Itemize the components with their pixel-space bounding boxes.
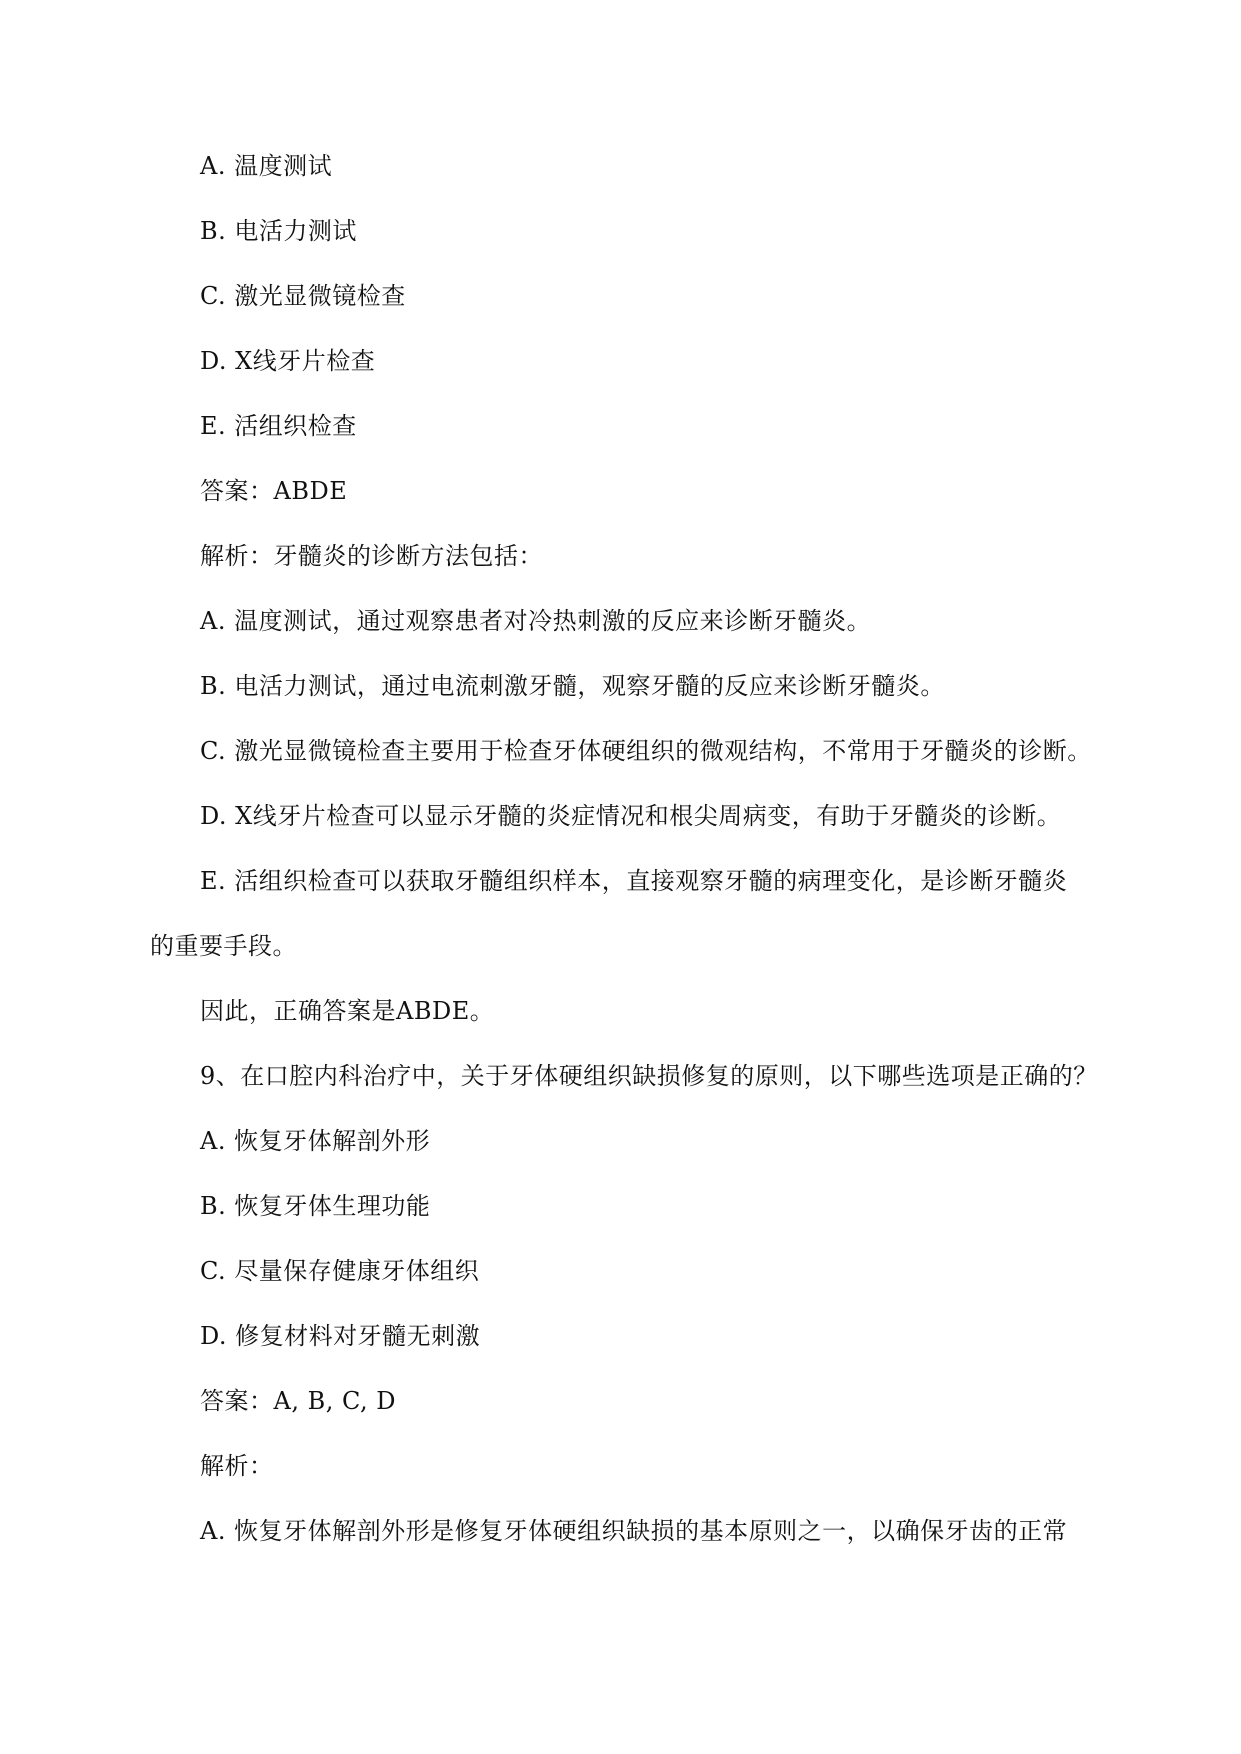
- analysis-item-b: B. 电活力测试，通过电流刺激牙髓，观察牙髓的反应来诊断牙髓炎。: [200, 672, 945, 700]
- option-d-xray: D. X线牙片检查: [200, 347, 376, 375]
- q9-answer-line: 答案：A, B, C, D: [200, 1387, 396, 1415]
- analysis-item-e: E. 活组织检查可以获取牙髓组织样本，直接观察牙髓的病理变化，是诊断牙髓炎: [200, 867, 1068, 895]
- conclusion-line: 因此，正确答案是ABDE。: [200, 997, 495, 1025]
- q9-option-b: B. 恢复牙体生理功能: [200, 1192, 431, 1220]
- analysis-item-a: A. 温度测试，通过观察患者对冷热刺激的反应来诊断牙髓炎。: [200, 607, 872, 635]
- question-9: 9、在口腔内科治疗中，关于牙体硬组织缺损修复的原则，以下哪些选项是正确的？: [200, 1062, 1098, 1090]
- q9-option-d: D. 修复材料对牙髓无刺激: [200, 1322, 481, 1350]
- option-b-electric-pulp-test: B. 电活力测试: [200, 217, 357, 245]
- q9-analysis-heading: 解析：: [200, 1452, 274, 1480]
- option-a-temperature-test: A. 温度测试: [200, 152, 333, 180]
- answer-line: 答案：ABDE: [200, 477, 348, 505]
- analysis-item-d: D. X线牙片检查可以显示牙髓的炎症情况和根尖周病变，有助于牙髓炎的诊断。: [200, 802, 1062, 830]
- analysis-item-e-continued: 的重要手段。: [150, 932, 297, 960]
- analysis-heading: 解析：牙髓炎的诊断方法包括：: [200, 542, 543, 570]
- q9-option-a: A. 恢复牙体解剖外形: [200, 1127, 431, 1155]
- q9-option-c: C. 尽量保存健康牙体组织: [200, 1257, 480, 1285]
- option-c-laser-microscope: C. 激光显微镜检查: [200, 282, 406, 310]
- analysis-item-c: C. 激光显微镜检查主要用于检查牙体硬组织的微观结构，不常用于牙髓炎的诊断。: [200, 737, 1092, 765]
- q9-analysis-item-a: A. 恢复牙体解剖外形是修复牙体硬组织缺损的基本原则之一，以确保牙齿的正常: [200, 1517, 1068, 1545]
- option-e-biopsy: E. 活组织检查: [200, 412, 357, 440]
